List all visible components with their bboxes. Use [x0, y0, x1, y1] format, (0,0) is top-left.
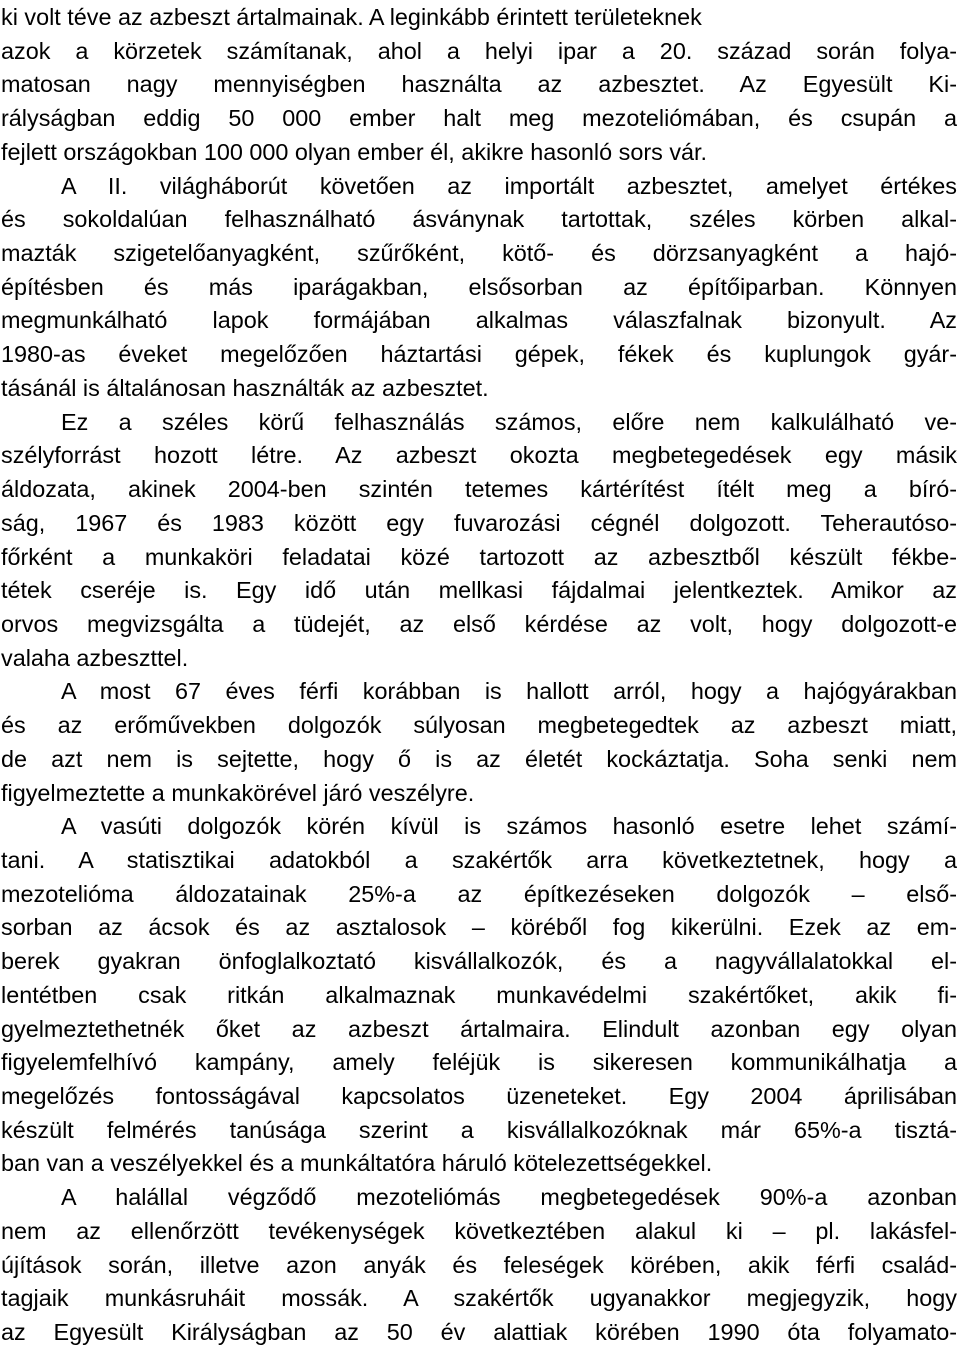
text-line: áldozata, akinek 2004-ben szintén tetemes kártérítést ítélt meg a bíró-: [1, 476, 957, 503]
text-line: matosan nagy mennyiségben használta az azbesztet. Az Egyesült Ki-: [1, 71, 957, 98]
text-line: A vasúti dolgozók körén kívül is számos hasonló esetre lehet számí-: [61, 813, 957, 840]
text-line: megmunkálható lapok formájában alkalmas válaszfalnak bizonyult. Az: [1, 307, 957, 334]
text-line: A most 67 éves férfi korábban is hallott arról, hogy a hajógyárakban: [61, 678, 957, 705]
text-line: ság, 1967 és 1983 között egy fuvarozási cégnél dolgozott. Teherautóso-: [1, 509, 957, 536]
text-line: tétek cseréje is. Egy idő után mellkasi fájdalmai jelentkeztek. Amikor az: [1, 577, 957, 604]
text-line: orvos megvizsgálta a tüdejét, az első kérdése az volt, hogy dolgozott-e: [1, 610, 957, 637]
text-line: valaha azbeszttel.: [1, 644, 189, 671]
text-line: berek gyakran önfoglalkoztató kisvállalkozók, és a nagyvállalatokkal el-: [1, 948, 957, 975]
text-line: azok a körzetek számítanak, ahol a helyi ipar a 20. század során folya-: [1, 37, 957, 64]
text-line: és sokoldalúan felhasználható ásványnak tartottak, széles körben alkal-: [1, 206, 957, 233]
text-line: főrként a munkaköri feladatai közé tartozott az azbesztből készült fékbe-: [1, 543, 957, 570]
text-line: 1980-as éveket megelőzően háztartási gépek, fékek és kuplungok gyár-: [1, 341, 957, 368]
text-line: tani. A statisztikai adatokból a szakértők arra következtetnek, hogy a: [1, 847, 957, 873]
text-line: tásánál is általánosan használták az azbesztet.: [1, 374, 489, 401]
text-line: megelőzés fontosságával kapcsolatos üzeneteket. Egy 2004 áprilisában: [1, 1083, 957, 1110]
text-line: mezotelióma áldozatainak 25%-a az építkezéseken dolgozók – első-: [1, 880, 957, 907]
text-line: építésben és más iparágakban, elsősorban az építőiparban. Könnyen: [1, 273, 957, 300]
text-line: Ez a széles körű felhasználás számos, előre nem kalkulálható ve-: [61, 408, 957, 435]
text-line: lentétben csak ritkán alkalmaznak munkavédelmi szakértőket, akik fi-: [1, 981, 957, 1008]
text-line: de azt nem is sejtette, hogy ő is az életét kockáztatja. Soha senki nem: [1, 745, 957, 772]
text-line: rályságban eddig 50 000 ember halt meg mezoteliómában, és csupán a: [1, 105, 957, 132]
text-line: nem az ellenőrzött tevékenységek következtében alakul ki – pl. lakásfel-: [1, 1217, 957, 1244]
text-line: ki volt téve az azbeszt ártalmainak. A leginkább érintett területeknek: [1, 4, 702, 30]
text-line: az Egyesült Királyságban az 50 év alattiak körében 1990 óta folyamato-: [1, 1319, 957, 1346]
text-line: újítások során, illetve azon anyák és feleségek körében, akik férfi család-: [1, 1251, 957, 1278]
text-line: ban van a veszélyekkel és a munkáltatóra háruló kötelezettségekkel.: [1, 1150, 713, 1177]
text-line: A halállal végződő mezoteliómás megbetegedések 90%-a azonban: [61, 1184, 957, 1211]
text-line: fejlett országokban 100 000 olyan ember él, akikre hasonló sors vár.: [1, 138, 708, 165]
text-line: sorban az ácsok és az asztalosok – köréből fog kikerülni. Ezek az em-: [1, 914, 957, 941]
text-line: gyelmeztethetnék őket az azbeszt ártalmaira. Elindult azonban egy olyan: [1, 1015, 957, 1042]
text-line: figyelemfelhívó kampány, amely feléjük is sikeresen kommunikálhatja a: [1, 1049, 957, 1076]
text-line: készült felmérés tanúsága szerint a kisvállalkozóknak már 65%-a tisztá-: [1, 1116, 957, 1143]
text-line: figyelmeztette a munkakörével járó veszélyre.: [1, 779, 475, 806]
text-line: tagjaik munkásruháit mossák. A szakértők ugyanakkor megjegyzik, hogy: [1, 1285, 957, 1312]
text-line: A II. világháborút követően az importált azbesztet, amelyet értékes: [61, 172, 957, 199]
text-line: mazták szigetelőanyagként, szűrőként, kötő- és dörzsanyagként a hajó-: [1, 240, 957, 267]
text-line: és az erőművekben dolgozók súlyosan megbetegedtek az azbeszt miatt,: [1, 712, 957, 739]
text-line: szélyforrást hozott létre. Az azbeszt okozta megbetegedések egy másik: [1, 442, 957, 469]
